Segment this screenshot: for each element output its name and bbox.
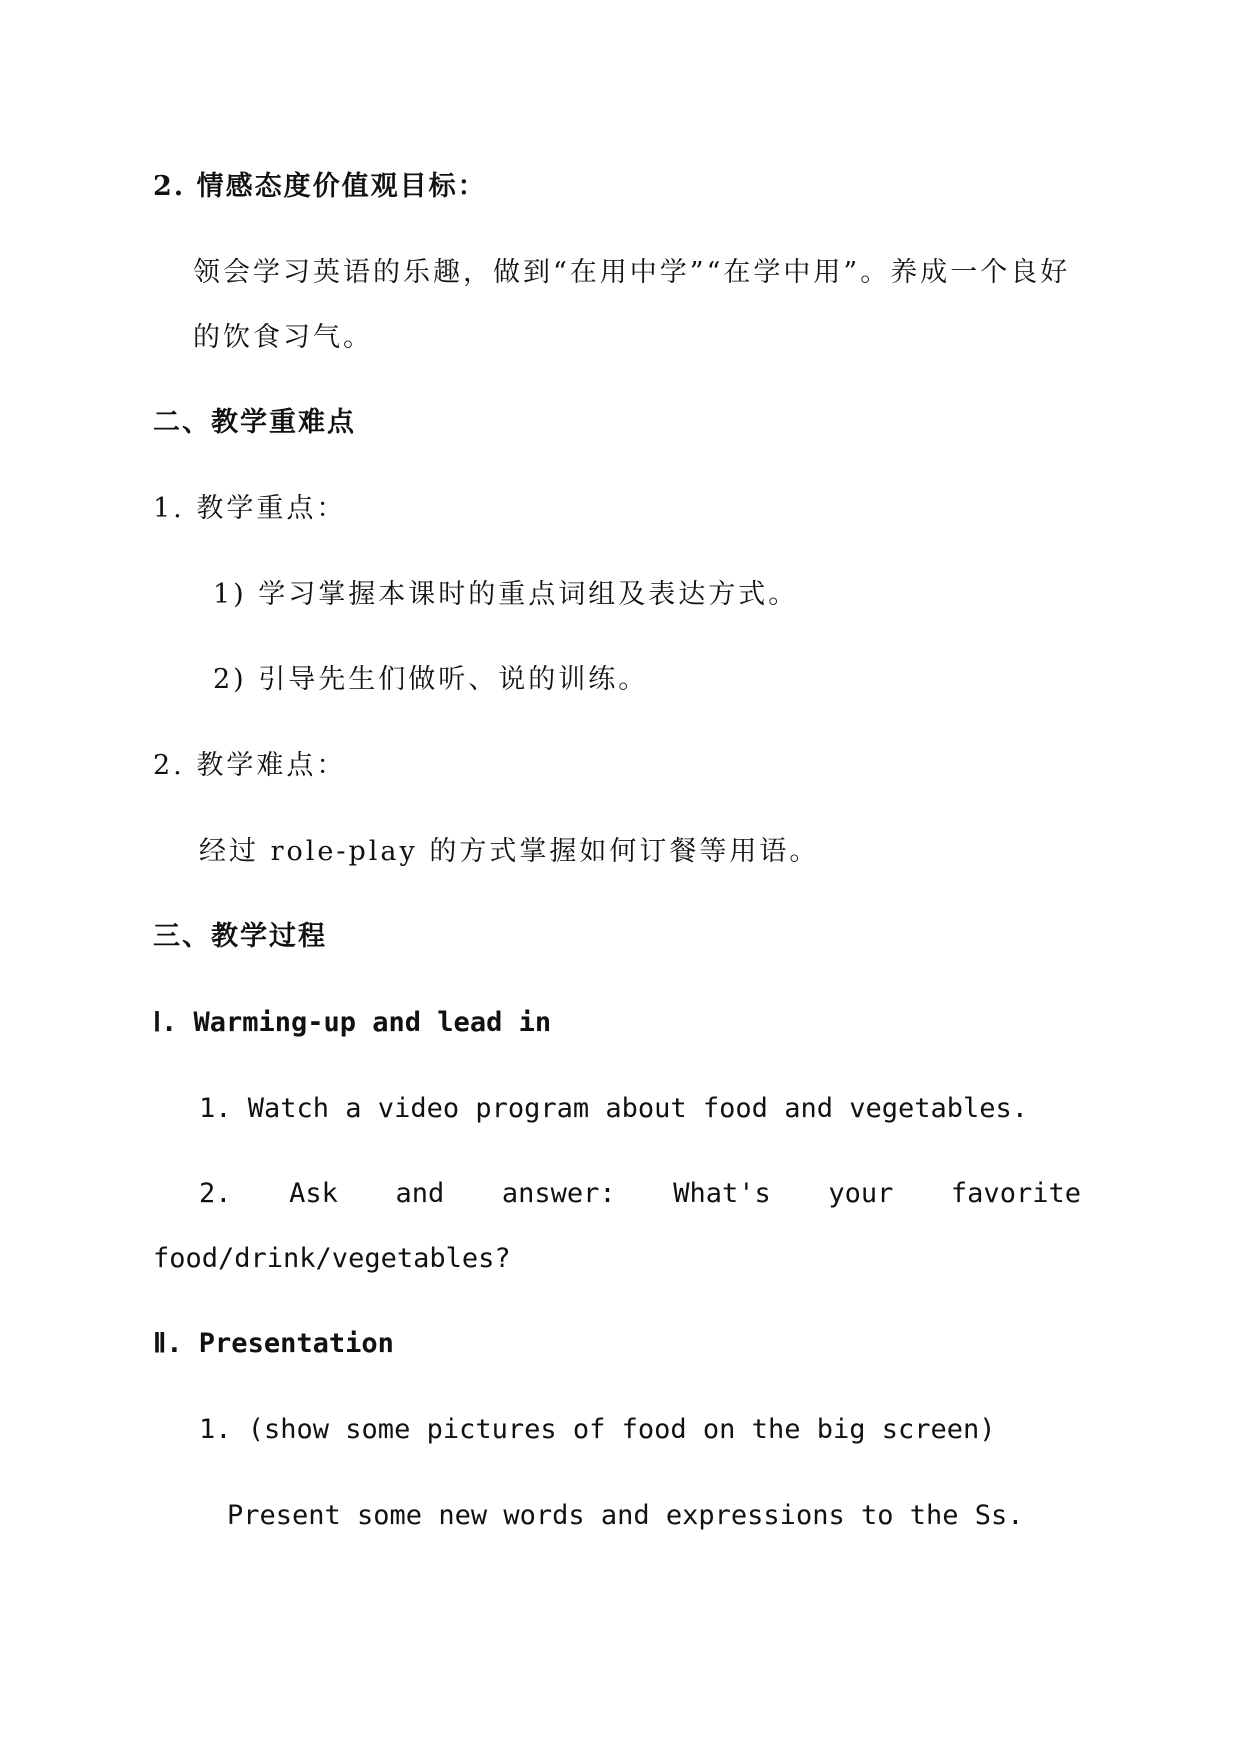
difficult-points-label: 2. 教学难点： [153, 750, 347, 781]
section-heading-key-points: 二、教学重难点 [153, 407, 356, 438]
goal-text-line-1: 领会学习英语的乐趣，做到“在用中学”“在学中用”。养成一个良好 [193, 257, 1071, 288]
section-heading-process: 三、教学过程 [153, 921, 327, 952]
key-point-item-1: 1) 学习掌握本课时的重点词组及表达方式。 [213, 579, 799, 610]
presentation-item-1-detail: Present some new words and expressions to the Ss. [227, 1500, 1024, 1531]
word: What's [673, 1178, 771, 1209]
word: 2. [199, 1178, 232, 1209]
goal-text-line-2: 的饮食习气。 [193, 322, 373, 353]
warming-up-item-1: 1. Watch a video program about food and vegetables. [199, 1093, 1029, 1124]
word: favorite [950, 1178, 1081, 1209]
word: your [828, 1178, 894, 1209]
key-point-item-2: 2) 引导先生们做听、说的训练。 [213, 664, 649, 695]
key-points-label: 1. 教学重点： [153, 493, 347, 524]
warming-up-item-2-line-2: food/drink/vegetables? [153, 1243, 511, 1274]
difficult-point-text: 经过 role-play 的方式掌握如何订餐等用语。 [199, 836, 820, 867]
word: and [395, 1178, 445, 1209]
word: answer: [501, 1178, 616, 1209]
word: Ask [289, 1178, 338, 1209]
step-heading-presentation: Ⅱ. Presentation [153, 1328, 394, 1359]
presentation-item-1: 1. (show some pictures of food on the big screen) [199, 1414, 996, 1445]
goal-heading: 2. 情感态度价值观目标： [153, 171, 487, 202]
warming-up-item-2-line-1 [199, 1177, 1081, 1211]
step-heading-warming-up: Ⅰ. Warming-up and lead in [153, 1007, 552, 1038]
